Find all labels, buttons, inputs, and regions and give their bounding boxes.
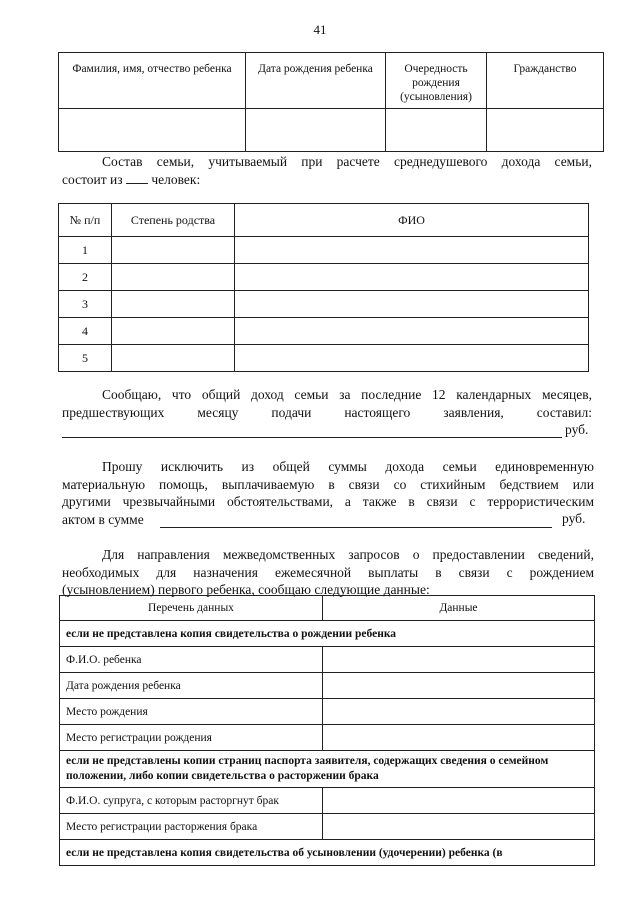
page-number: 41 (313, 22, 327, 37)
data-label: Место регистрации расторжения брака (60, 814, 323, 840)
data-value-cell[interactable] (323, 647, 595, 673)
income-line-2: предшествующих месяцу подачи настоящего заявления, составил: (62, 404, 592, 420)
exclude-amount-field[interactable] (160, 511, 552, 528)
income-currency: руб. (565, 422, 589, 437)
row-number: 2 (59, 264, 112, 291)
data-label: Дата рождения ребенка (60, 673, 323, 699)
data-values-header: Данные (323, 596, 595, 621)
data-value-cell[interactable] (323, 725, 595, 751)
citizenship-header: Гражданство (487, 53, 604, 109)
child-name-cell[interactable] (59, 109, 246, 152)
birth-date-cell[interactable] (246, 109, 386, 152)
table-row (60, 699, 595, 725)
birth-order-header: Очередность рождения (усыновления) (386, 53, 487, 109)
requests-line-1: Для направления межведомственных запросов о предоставлении сведений, (102, 547, 594, 562)
section-passport-divorce: если не представлены копии страниц паспорта заявителя, содержащих сведения о семейном положении, либо копии свидетельства о расторжении брака (60, 751, 595, 788)
relation-cell[interactable] (112, 291, 235, 318)
row-number: 5 (59, 345, 112, 372)
table-row (60, 814, 595, 840)
table-row (60, 725, 595, 751)
data-list-header: Перечень данных (60, 596, 323, 621)
table-row (59, 318, 589, 345)
fio-cell[interactable] (235, 264, 589, 291)
data-label: Место регистрации рождения (60, 725, 323, 751)
data-label: Ф.И.О. ребенка (60, 647, 323, 673)
table-row (59, 345, 589, 372)
income-text (62, 386, 592, 421)
exclude-line-2: материальную помощь, выплачиваемую в связи со стихийным бедствием или (62, 476, 594, 492)
relation-cell[interactable] (112, 345, 235, 372)
table-row (59, 237, 589, 264)
relation-cell[interactable] (112, 237, 235, 264)
exclude-currency: руб. (562, 511, 586, 526)
table-row (60, 647, 595, 673)
table-row (59, 291, 589, 318)
child-name-header: Фамилия, имя, отчество ребенка (59, 53, 246, 109)
data-label: Ф.И.О. супруга, с которым расторгнут брак (60, 788, 323, 814)
relation-header: Степень родства (112, 204, 235, 237)
exclude-line-4-prefix: актом в сумме (62, 511, 144, 527)
fio-cell[interactable] (235, 291, 589, 318)
income-line-1: Сообщаю, что общий доход семьи за последние 12 календарных месяцев, (102, 387, 592, 402)
family-line-1: Состав семьи, учитываемый при расчете среднедушевого дохода семьи, (102, 154, 592, 169)
section-adoption-certificate: если не представлена копия свидетельства об усыновлении (удочерении) ребенка (в (60, 840, 595, 866)
relation-cell[interactable] (112, 318, 235, 345)
section-birth-certificate: если не представлена копия свидетельства о рождении ребенка (60, 621, 595, 647)
row-number: 1 (59, 237, 112, 264)
fio-cell[interactable] (235, 345, 589, 372)
family-members-table (58, 203, 589, 372)
data-value-cell[interactable] (323, 788, 595, 814)
number-header: № п/п (59, 204, 112, 237)
family-line-2-prefix: состоит из (62, 171, 123, 187)
fio-cell[interactable] (235, 318, 589, 345)
fio-header: ФИО (235, 204, 589, 237)
fio-cell[interactable] (235, 237, 589, 264)
relation-cell[interactable] (112, 264, 235, 291)
data-value-cell[interactable] (323, 814, 595, 840)
exclude-line-1: Прошу исключить из общей суммы дохода семьи единовременную (102, 459, 594, 474)
table-row (59, 264, 589, 291)
family-composition-text (62, 153, 592, 188)
birth-order-cell[interactable] (386, 109, 487, 152)
data-list-table (59, 595, 595, 866)
family-count-field[interactable] (126, 171, 148, 184)
citizenship-cell[interactable] (487, 109, 604, 152)
table-row (60, 788, 595, 814)
table-row (60, 673, 595, 699)
row-number: 4 (59, 318, 112, 345)
data-label: Место рождения (60, 699, 323, 725)
birth-date-header: Дата рождения ребенка (246, 53, 386, 109)
requests-text (62, 546, 594, 599)
requests-line-3: (усыновлением) первого ребенка, сообщаю следующие данные: (62, 582, 430, 597)
data-value-cell[interactable] (323, 699, 595, 725)
income-amount-field[interactable] (62, 421, 562, 438)
exclude-line-3: другими чрезвычайными обстоятельствами, а также в связи с террористическим (62, 494, 594, 509)
requests-line-2: необходимых для назначения ежемесячной выплаты в связи с рождением (62, 564, 594, 580)
data-value-cell[interactable] (323, 673, 595, 699)
family-line-2-suffix: человек: (151, 171, 201, 187)
row-number: 3 (59, 291, 112, 318)
child-info-table (58, 52, 604, 152)
